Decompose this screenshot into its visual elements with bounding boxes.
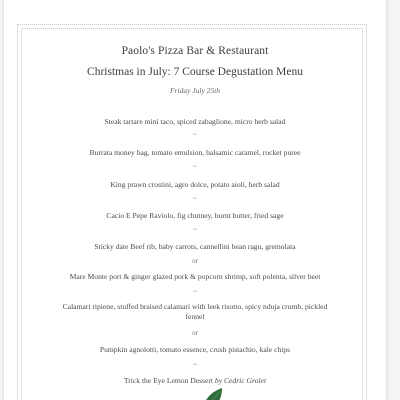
- menu-page: [4, 0, 386, 400]
- course-item: Steak tartare mini taco, spiced zabaglione, micro herb salad: [104, 117, 286, 126]
- course-separator: ~: [193, 226, 197, 234]
- course-separator: or: [192, 329, 198, 337]
- course-item: Burrata money bag, tomato emulsion, balsamic caramel, rocket puree: [89, 148, 301, 157]
- course-separator: ~: [193, 131, 197, 139]
- course-separator: ~: [193, 288, 197, 296]
- course-item: Pumpkin agnolotti, tomato essence, crush pistachio, kale chips: [99, 345, 291, 354]
- course-item: King prawn crostini, agro dolce, potato aioli, herb salad: [110, 180, 280, 189]
- course-item: Sticky date Beef rib, baby carrots, cannellini bean ragu, gremolata: [94, 242, 296, 251]
- menu-title: Christmas in July: 7 Course Degustation Menu: [87, 66, 303, 78]
- course-item: Calamari ripiene, stuffed braised calamari with leek risotto, spicy nduja crumb, pickled fennel: [62, 302, 328, 321]
- course-separator: ~: [193, 361, 197, 369]
- course-separator: or: [192, 257, 198, 265]
- leaf-icon: [200, 384, 224, 400]
- course-item: Trick the Eye Lemon Dessert: [123, 376, 214, 385]
- restaurant-name: Paolo's Pizza Bar & Restaurant: [121, 45, 269, 57]
- course-item: Cacio E Pepe Raviolo, fig chutney, burnt butter, fried sage: [106, 211, 284, 220]
- dessert-line: [24, 376, 366, 386]
- menu-date: Friday July 25th: [170, 86, 220, 95]
- course-item: Mare Monte port & ginger glazed pork & popcorn shrimp, soft polenta, silver beet: [69, 272, 321, 281]
- course-separator: ~: [193, 195, 197, 203]
- course-separator: ~: [193, 163, 197, 171]
- dessert-credit: by Cedric Grolet: [214, 376, 267, 385]
